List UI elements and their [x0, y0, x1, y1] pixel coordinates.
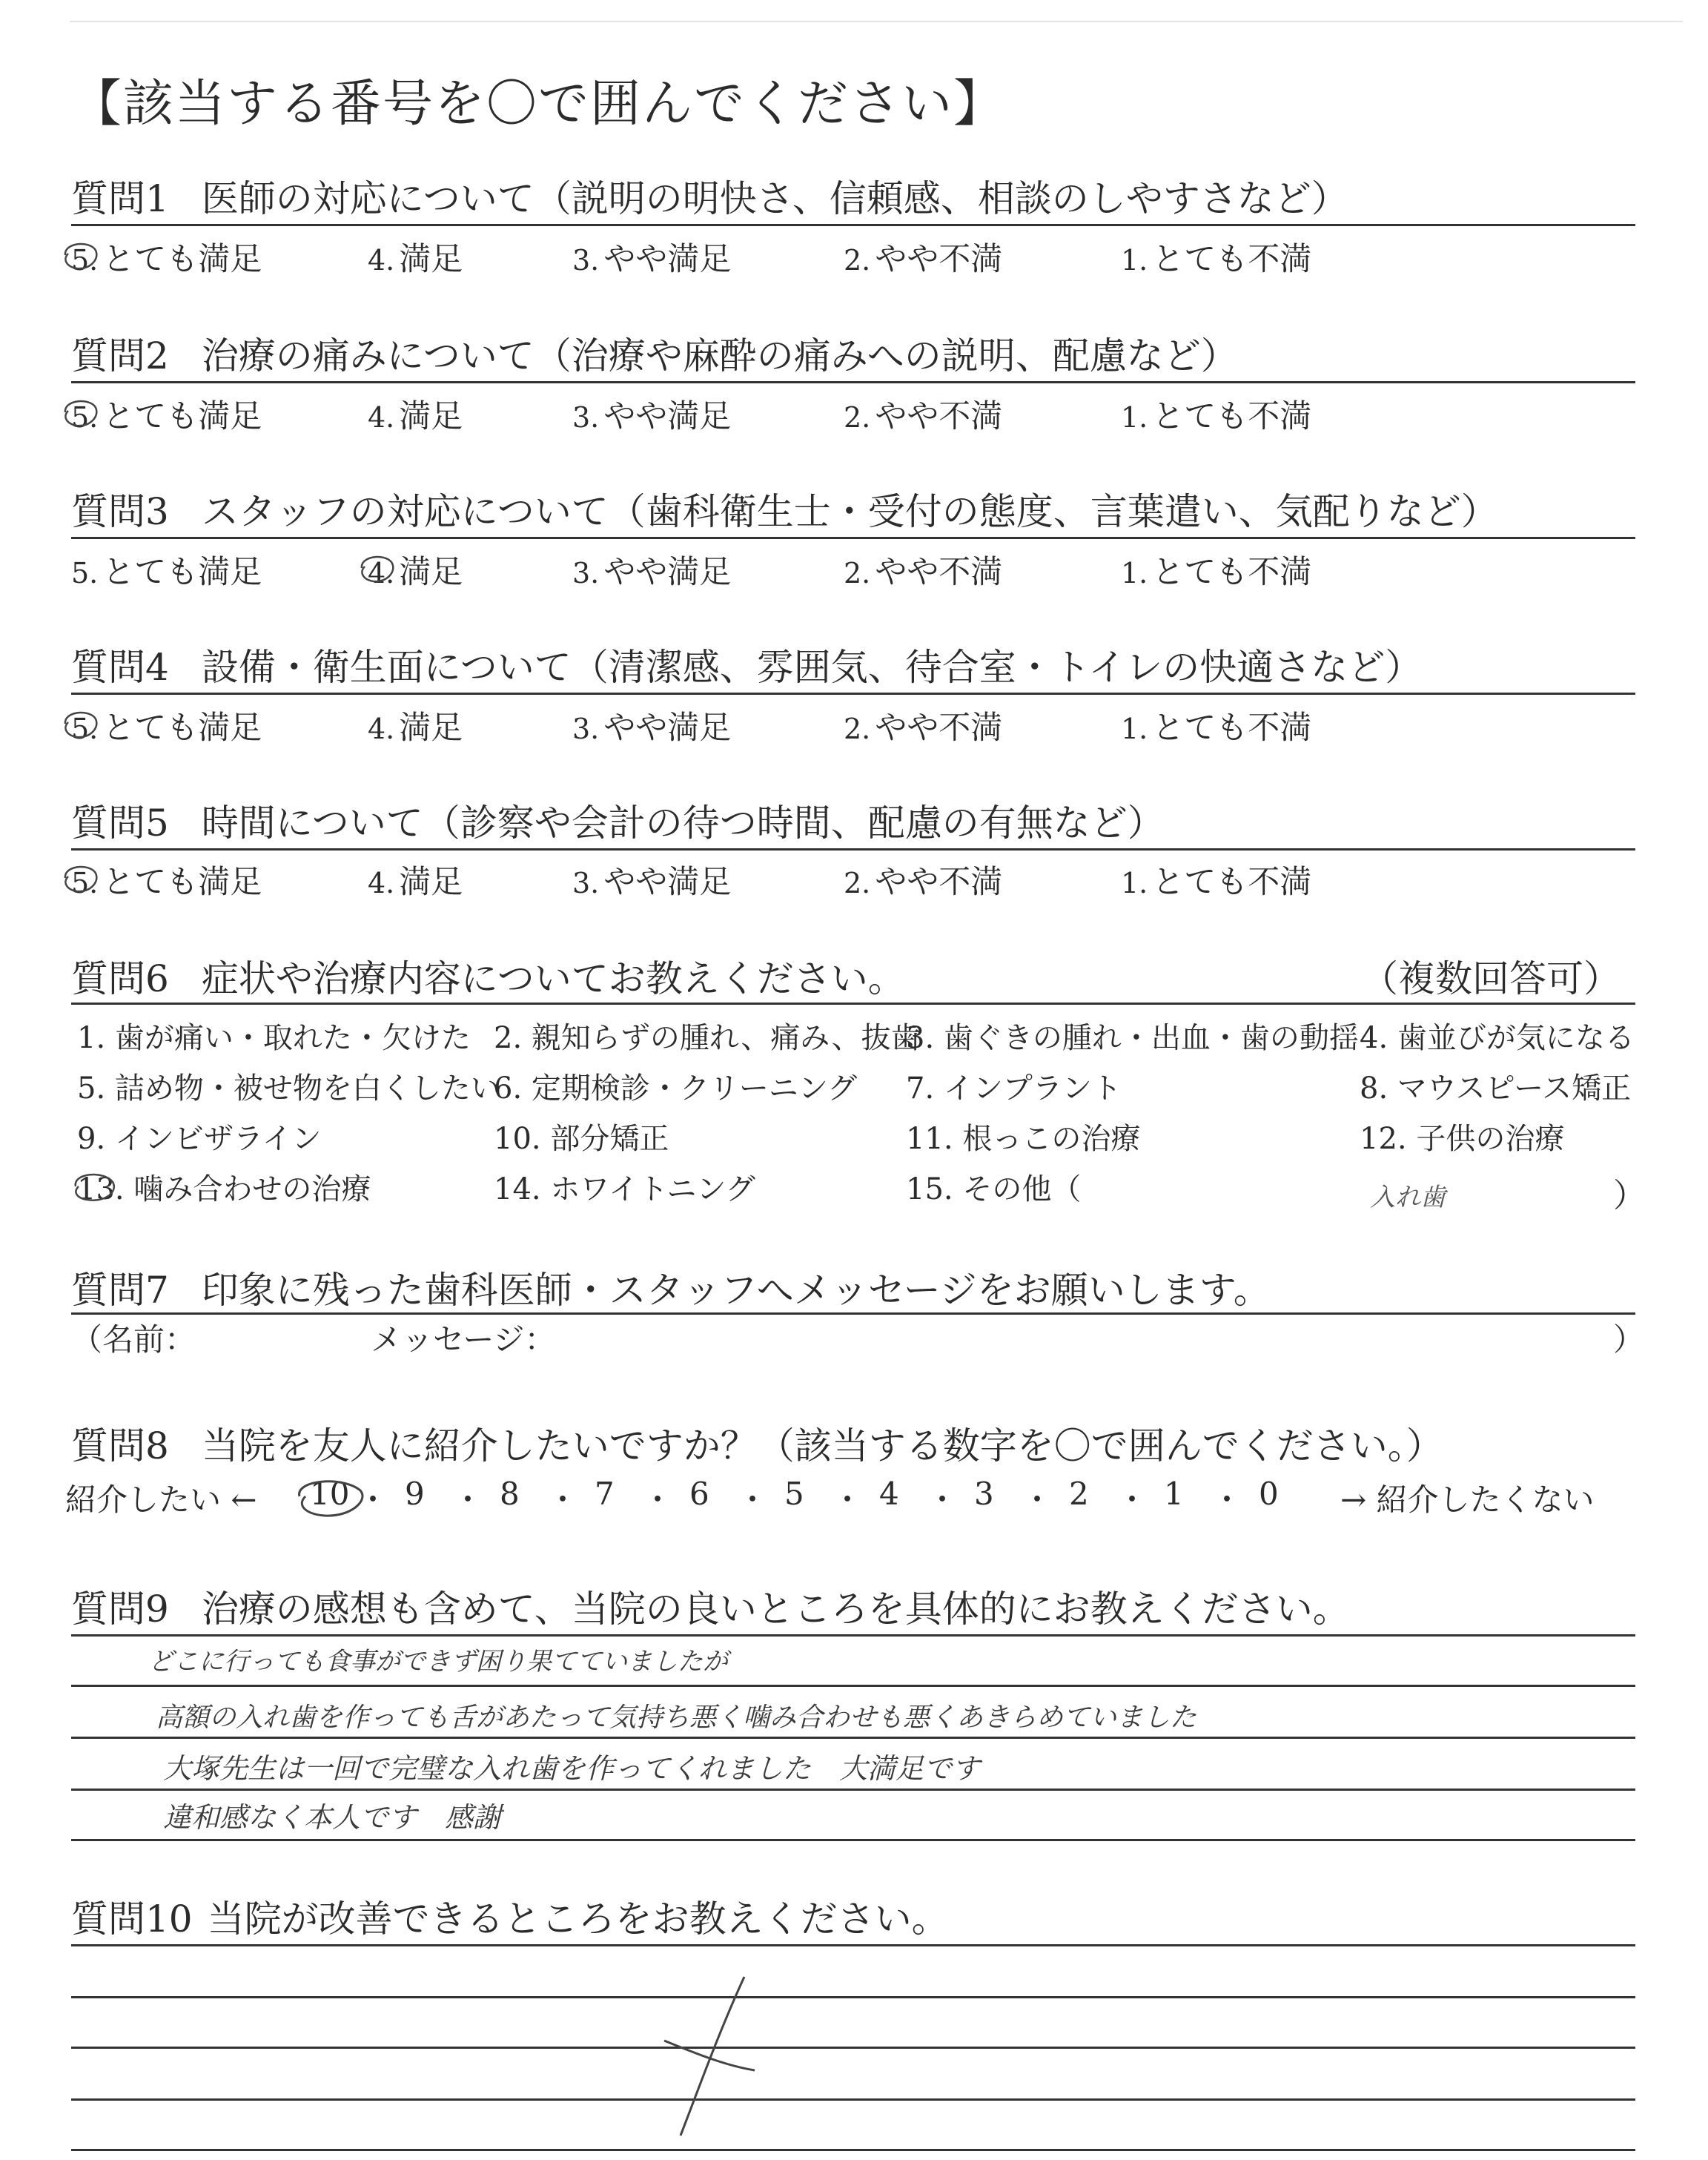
- rating-option-label: 満足: [399, 241, 463, 278]
- answer-line: [71, 1839, 1635, 1841]
- symptom-option[interactable]: 10. 部分矯正: [494, 1122, 669, 1156]
- rating-option-number: 2.: [844, 401, 871, 434]
- recommend-scale: [65, 1476, 1652, 1520]
- rating-option[interactable]: [844, 392, 1002, 437]
- underline: [71, 381, 1635, 383]
- rating-option-label: とても満足: [102, 554, 262, 591]
- question-number: 質問3: [71, 490, 169, 533]
- underline: [71, 1312, 1635, 1315]
- scale-value[interactable]: 5: [784, 1476, 804, 1512]
- hand-drawn-circle-mark: [354, 549, 408, 590]
- rating-option-label: とても満足: [102, 710, 262, 747]
- question-text: 当院が改善できるところをお教えください。: [207, 1898, 949, 1941]
- rating-option[interactable]: [1121, 234, 1311, 280]
- rating-option-number: 1.: [1121, 867, 1148, 899]
- symptom-option[interactable]: 12. 子供の治療: [1360, 1122, 1565, 1156]
- question-number: 質問1: [71, 177, 169, 220]
- rating-option-number: 2.: [844, 867, 871, 899]
- symptom-option[interactable]: 5. 詰め物・被せ物を白くしたい: [77, 1071, 500, 1106]
- symptom-option[interactable]: 7. インプラント: [906, 1071, 1122, 1106]
- rating-option-number: 4.: [368, 244, 395, 277]
- scale-value-selected[interactable]: 10: [310, 1476, 350, 1512]
- rating-option-label: やや不満: [875, 241, 1003, 278]
- name-label: （名前：: [71, 1321, 196, 1358]
- question-text: スタッフの対応について（歯科衛生士・受付の態度、言葉遣い、気配りなど）: [201, 490, 1498, 533]
- rating-option[interactable]: [368, 234, 463, 280]
- rating-options: [71, 703, 1628, 747]
- answer-line: [71, 1737, 1635, 1739]
- hand-drawn-circle-mark: [58, 704, 111, 746]
- svg-text:違和感なく本人です 感謝: 違和感なく本人です 感謝: [163, 1801, 502, 1834]
- form-header: 【該当する番号を〇で囲んでください】: [71, 75, 1006, 133]
- rating-option-number: 3.: [572, 557, 600, 589]
- scale-separator: ・: [547, 1482, 579, 1518]
- scale-separator: ・: [642, 1482, 674, 1518]
- rating-option-label: とても満足: [102, 241, 262, 278]
- rating-option-number: 4.: [368, 867, 395, 899]
- symptom-option[interactable]: 6. 定期検診・クリーニング: [494, 1071, 858, 1106]
- rating-option[interactable]: [368, 857, 463, 902]
- scale-separator: ・: [452, 1482, 484, 1518]
- rating-option-label: 満足: [399, 864, 463, 901]
- rating-option-number: 2.: [844, 557, 871, 589]
- rating-option-label: とても満足: [102, 864, 262, 901]
- scale-separator: ・: [357, 1482, 389, 1518]
- question-number: 質問5: [71, 802, 169, 845]
- symptom-option[interactable]: 11. 根っこの治療: [906, 1122, 1141, 1156]
- rating-option[interactable]: [572, 857, 731, 902]
- rating-option-label: やや満足: [603, 554, 732, 591]
- rating-option[interactable]: [1121, 547, 1311, 592]
- rating-option-label: 満足: [399, 398, 463, 435]
- question-text: 印象に残った歯科医師・スタッフへメッセージをお願いします。: [201, 1269, 1271, 1312]
- rating-option-label: やや不満: [875, 554, 1003, 591]
- scale-value[interactable]: 1: [1164, 1476, 1184, 1512]
- question-number: 質問4: [71, 646, 169, 689]
- scale-separator: ・: [737, 1482, 769, 1518]
- rating-option-label: やや不満: [875, 710, 1003, 747]
- answer-line: [71, 1634, 1635, 1636]
- question-number: 質問9: [71, 1588, 169, 1631]
- scale-value[interactable]: 7: [595, 1476, 615, 1512]
- answer-line: [71, 2098, 1635, 2101]
- scale-separator: ・: [832, 1482, 864, 1518]
- rating-option[interactable]: [71, 547, 262, 592]
- scale-separator: ・: [1211, 1482, 1243, 1518]
- rating-option-label: とても不満: [1152, 241, 1312, 278]
- rating-option-label: とても不満: [1152, 398, 1312, 435]
- message-label: メッセージ：: [371, 1321, 556, 1358]
- answer-line: [71, 2047, 1635, 2049]
- hand-drawn-circle-mark: [58, 393, 111, 435]
- rating-option-number: 2.: [844, 713, 871, 745]
- question-number: 質問6: [71, 957, 169, 1000]
- scale-value[interactable]: 9: [405, 1476, 425, 1512]
- question-text: 症状や治療内容についてお教えください。: [201, 957, 905, 1000]
- scale-value[interactable]: 8: [500, 1476, 520, 1512]
- question-number: 質問10: [71, 1898, 193, 1941]
- symptom-option[interactable]: 8. マウスピース矯正: [1360, 1071, 1632, 1106]
- rating-option-number: 3.: [572, 244, 600, 277]
- rating-option-number: 1.: [1121, 244, 1148, 277]
- symptom-option[interactable]: 4. 歯並びが気になる: [1360, 1021, 1635, 1055]
- svg-text:どこに行っても食事ができず困り果てていましたが: どこに行っても食事ができず困り果てていましたが: [148, 1647, 728, 1677]
- question-text: 当院を友人に紹介したいですか？（該当する数字を〇で囲んでください。）: [201, 1424, 1443, 1467]
- other-handwritten-entry: [1370, 1176, 1489, 1221]
- question-number: 質問8: [71, 1424, 169, 1467]
- rating-options: [71, 234, 1628, 279]
- rating-option-label: 満足: [399, 710, 463, 747]
- scale-value[interactable]: 4: [879, 1476, 899, 1512]
- rating-option-label: とても不満: [1152, 554, 1312, 591]
- rating-option-number: 5.: [71, 713, 99, 745]
- scale-value[interactable]: 6: [689, 1476, 709, 1512]
- svg-text:大塚先生は一回で完璧な入れ歯を作ってくれました 大満足です: 大塚先生は一回で完璧な入れ歯を作ってくれました 大満足です: [163, 1752, 981, 1785]
- scale-value[interactable]: 2: [1069, 1476, 1089, 1512]
- top-border: [70, 21, 1683, 22]
- rating-option-number: 1.: [1121, 557, 1148, 589]
- answer-line: [71, 1944, 1635, 1946]
- rating-option-number: 3.: [572, 401, 600, 434]
- answer-line: [71, 1996, 1635, 1998]
- scale-right-label: → 紹介したくない: [1340, 1482, 1595, 1518]
- rating-option[interactable]: [572, 703, 731, 748]
- svg-text:入れ歯: 入れ歯: [1370, 1183, 1446, 1212]
- rating-option-label: やや満足: [603, 710, 732, 747]
- rating-option-label: とても不満: [1152, 864, 1312, 901]
- rating-option[interactable]: [844, 547, 1002, 592]
- hand-drawn-circle-mark: [58, 859, 111, 900]
- question-text: 医師の対応について（説明の明快さ、信頼感、相談のしやすさなど）: [201, 177, 1348, 220]
- rating-option[interactable]: [572, 392, 731, 437]
- rating-option[interactable]: [368, 703, 463, 748]
- rating-option-label: やや満足: [603, 398, 732, 435]
- rating-option[interactable]: [1121, 703, 1311, 748]
- question-number: 質問7: [71, 1269, 169, 1312]
- rating-option[interactable]: [572, 234, 731, 280]
- rating-option-label: やや満足: [603, 864, 732, 901]
- rating-option-number: 4.: [368, 713, 395, 745]
- symptom-option[interactable]: 14. ホワイトニング: [494, 1172, 755, 1206]
- rating-options: [71, 392, 1628, 436]
- scale-separator: ・: [1116, 1482, 1148, 1518]
- rating-options: [71, 857, 1628, 902]
- hand-drawn-circle-mark: [58, 236, 111, 277]
- rating-options: [71, 547, 1628, 592]
- rating-option-number: 5.: [71, 244, 99, 277]
- other-close-paren: ）: [1613, 1177, 1646, 1215]
- symptom-option[interactable]: 2. 親知らずの腫れ、痛み、抜歯: [494, 1021, 921, 1055]
- rating-option[interactable]: [572, 547, 731, 592]
- question-number: 質問2: [71, 334, 169, 377]
- rating-option-number: 1.: [1121, 713, 1148, 745]
- underline: [71, 1003, 1635, 1005]
- question-text: 治療の感想も含めて、当院の良いところを具体的にお教えください。: [201, 1588, 1350, 1631]
- question-text: 時間について（診察や会計の待つ時間、配慮の有無など）: [201, 802, 1165, 845]
- rating-option-number: 5.: [71, 401, 99, 434]
- question-text: 治療の痛みについて（治療や麻酔の痛みへの説明、配慮など）: [201, 334, 1238, 377]
- svg-text:高額の入れ歯を作っても舌があたって気持ち悪く噛み合わせも悪く: 高額の入れ歯を作っても舌があたって気持ち悪く噛み合わせも悪くあきらめていました: [156, 1702, 1197, 1733]
- symptom-option-other[interactable]: 15. その他（: [906, 1172, 1082, 1206]
- symptom-option[interactable]: 1. 歯が痛い・取れた・欠けた: [77, 1021, 471, 1055]
- rating-option-number: 4.: [368, 401, 395, 434]
- rating-option[interactable]: [844, 703, 1002, 748]
- rating-option-number: 5.: [71, 867, 99, 899]
- rating-option-label: とても不満: [1152, 710, 1312, 747]
- rating-option-number: 4.: [368, 557, 395, 589]
- rating-option-number: 1.: [1121, 401, 1148, 434]
- hand-drawn-circle-mark: [67, 1164, 126, 1209]
- rating-option-number: 3.: [572, 713, 600, 745]
- rating-option[interactable]: [1121, 857, 1311, 902]
- underline: [71, 224, 1635, 226]
- question-text: 設備・衛生面について（清潔感、雰囲気、待合室・トイレの快適さなど）: [201, 646, 1423, 689]
- scale-left-label: 紹介したい ←: [65, 1482, 257, 1518]
- rating-option[interactable]: [844, 234, 1002, 280]
- rating-option[interactable]: [1121, 392, 1311, 437]
- rating-option-label: やや満足: [603, 241, 732, 278]
- scale-value[interactable]: 0: [1259, 1476, 1279, 1512]
- rating-option-label: 満足: [399, 554, 463, 591]
- symptom-option[interactable]: 9. インビザライン: [77, 1122, 322, 1156]
- rating-option[interactable]: [368, 392, 463, 437]
- symptom-option[interactable]: 3. 歯ぐきの腫れ・出血・歯の動揺: [906, 1021, 1359, 1055]
- answer-line: [71, 2149, 1635, 2151]
- rating-option-number: 2.: [844, 244, 871, 277]
- underline: [71, 848, 1635, 851]
- rating-option-label: やや不満: [875, 398, 1003, 435]
- rating-option-number: 3.: [572, 867, 600, 899]
- answer-line: [71, 1789, 1635, 1791]
- scale-separator: ・: [927, 1482, 959, 1518]
- scale-value[interactable]: 3: [974, 1476, 994, 1512]
- rating-option-label: やや不満: [875, 864, 1003, 901]
- answer-line: [71, 1685, 1635, 1687]
- rating-option[interactable]: [844, 857, 1002, 902]
- underline: [71, 693, 1635, 695]
- multiple-answers-note: （複数回答可）: [1361, 957, 1621, 1000]
- rating-option-number: 5.: [71, 557, 99, 589]
- message-close-paren: ）: [1613, 1321, 1645, 1358]
- scale-separator: ・: [1022, 1482, 1053, 1518]
- underline: [71, 537, 1635, 539]
- rating-option-label: とても満足: [102, 398, 262, 435]
- symptom-option-selected[interactable]: 13. 噛み合わせの治療: [77, 1172, 371, 1206]
